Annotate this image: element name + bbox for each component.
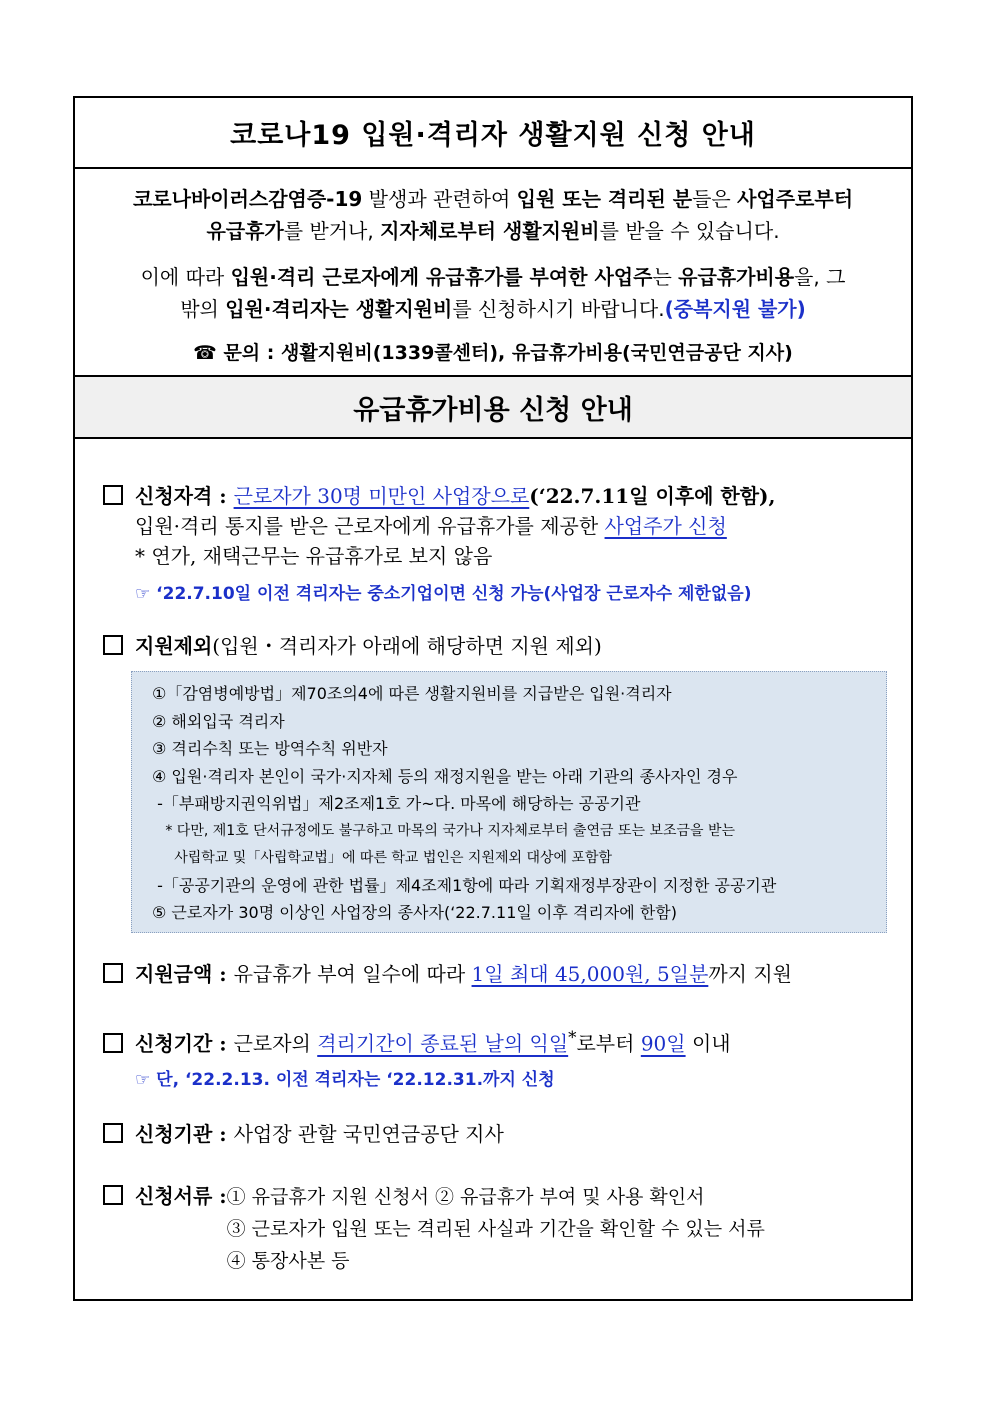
period-text: 근로자의 <box>233 1031 318 1056</box>
list-item: ③ 격리수칙 또는 방역수칙 위반자 <box>152 739 388 758</box>
notice-frame <box>73 96 913 1301</box>
section-label: 지원제외 <box>135 634 213 658</box>
section-label: 신청자격 : <box>135 484 234 508</box>
amount-section <box>103 959 792 989</box>
eligibility-text: 입원·격리 통지를 받은 근로자에게 유급휴가를 제공한 <box>135 514 605 538</box>
intro-text: 코로나바이러스감염증-19 <box>132 187 363 211</box>
footnote-mark: * <box>568 1028 577 1047</box>
title-bar <box>75 98 911 169</box>
intro-text: 를 받을 수 있습니다. <box>599 219 780 243</box>
list-item: ④ 입원·격리자 본인이 국가·지자체 등의 재정지원을 받는 아래 기관의 종사자인 경우 <box>152 766 738 786</box>
eligibility-text: 사업주가 신청 <box>604 514 727 538</box>
intro-line-1 <box>75 183 911 215</box>
section-label: 지원금액 : <box>135 962 234 986</box>
eligibility-footnote: * 연가, 재택근무는 유급휴가로 보지 않음 <box>135 544 493 568</box>
intro-section <box>75 169 911 377</box>
checkbox-icon <box>103 963 123 983</box>
eligibility-text: (‘22.7.11일 이후에 한함), <box>529 484 776 508</box>
eligibility-section <box>103 481 775 609</box>
intro-text: 를 받거나, <box>283 219 381 243</box>
intro-line-4 <box>75 293 911 325</box>
agency-value: 사업장 관할 국민연금공단 지사 <box>233 1122 504 1146</box>
checkbox-icon <box>103 1033 123 1053</box>
list-item: -「공공기관의 운영에 관한 법률」제4조제1항에 따라 기획재정부장관이 지정한 공공기관 <box>152 875 777 895</box>
intro-text: 지자체로부터 생활지원비 <box>380 219 600 243</box>
list-item: 사립학교 및「사립학교법」에 따른 학교 법인은 지원제외 대상에 포함함 <box>152 849 613 866</box>
period-text: 이내 <box>685 1031 731 1056</box>
intro-text: 들은 <box>692 187 738 211</box>
exclusion-section <box>103 631 602 661</box>
intro-text: 사업주로부터 <box>737 187 854 211</box>
eligibility-note: ☞ ‘22.7.10일 이전 격리자는 중소기업이면 신청 가능(사업장 근로자수 제한없음) <box>135 584 752 604</box>
section-label: 신청기간 : <box>135 1031 234 1056</box>
documents-list <box>227 1181 765 1277</box>
intro-text: 이에 따라 <box>140 265 231 289</box>
intro-text: 입원·격리자는 생활지원비 <box>225 297 453 321</box>
intro-text: 발생과 관련하여 <box>362 187 517 211</box>
checkbox-icon <box>103 485 123 505</box>
intro-text: 는 <box>652 265 679 289</box>
no-duplicate-note: (중복지원 불가) <box>664 297 806 321</box>
intro-line-3 <box>75 261 911 293</box>
list-item: ⑤ 근로자가 30명 이상인 사업장의 종사자(‘22.7.11일 이후 격리자에 한함) <box>152 903 677 922</box>
intro-text: 유급휴가비용 <box>678 265 795 289</box>
page-title: 코로나19 입원·격리자 생활지원 신청 안내 <box>230 120 756 151</box>
checkbox-icon <box>103 1185 123 1205</box>
section-label: 신청서류 : <box>135 1184 227 1208</box>
period-section <box>103 1023 731 1095</box>
eligibility-text: 근로자가 30명 미만인 사업장으로 <box>233 484 530 508</box>
checkbox-icon <box>103 1123 123 1143</box>
list-item: * 다만, 제1호 단서규정에도 불구하고 마목의 국가나 지자체로부터 출연금 또는 보조금을 받는 <box>152 822 736 839</box>
subtitle-bar <box>75 377 911 439</box>
intro-text: 입원·격리 근로자에게 유급휴가를 부여한 사업주 <box>230 265 653 289</box>
list-item: ① 유급휴가 지원 신청서 ② 유급휴가 부여 및 사용 확인서 <box>226 1186 705 1208</box>
contact-info: ☎ 문의 : 생활지원비(1339콜센터), 유급휴가비용(국민연금공단 지사) <box>193 342 793 364</box>
section-title: 유급휴가비용 신청 안내 <box>353 394 633 426</box>
exclusion-list-box <box>131 671 887 933</box>
exclusion-text: (입원・격리자가 아래에 해당하면 지원 제외) <box>212 634 602 658</box>
list-item: ③ 근로자가 입원 또는 격리된 사실과 기간을 확인할 수 있는 서류 <box>226 1218 765 1240</box>
amount-text: 까지 지원 <box>708 962 792 986</box>
documents-section <box>103 1181 765 1277</box>
list-item: ④ 통장사본 등 <box>226 1250 350 1272</box>
period-note: ☞ 단, ‘22.2.13. 이전 격리자는 ‘22.12.31.까지 신청 <box>135 1069 555 1090</box>
amount-text: 유급휴가 부여 일수에 따라 <box>233 962 472 986</box>
list-item: ①「감염병예방법」제70조의4에 따른 생활지원비를 지급받은 입원·격리자 <box>152 684 672 703</box>
intro-text: 을, 그 <box>794 265 846 289</box>
intro-text: 유급휴가 <box>206 219 284 243</box>
checkbox-icon <box>103 635 123 655</box>
intro-line-2 <box>75 215 911 247</box>
agency-section <box>103 1119 504 1149</box>
period-days: 90일 <box>640 1031 686 1056</box>
amount-value: 1일 최대 45,000원, 5일분 <box>471 962 709 986</box>
section-label: 신청기관 : <box>135 1122 234 1146</box>
period-text: 로부터 <box>576 1031 641 1056</box>
list-item: ② 해외입국 격리자 <box>152 711 285 731</box>
list-item: -「부패방지권익위법」제2조제1호 가~다. 마목에 해당하는 공공기관 <box>152 794 641 813</box>
period-value: 격리기간이 종료된 날의 익일 <box>317 1031 569 1056</box>
intro-text: 입원 또는 격리된 분 <box>516 187 693 211</box>
intro-text: 를 신청하시기 바랍니다. <box>452 297 665 321</box>
intro-text: 밖의 <box>180 297 226 321</box>
